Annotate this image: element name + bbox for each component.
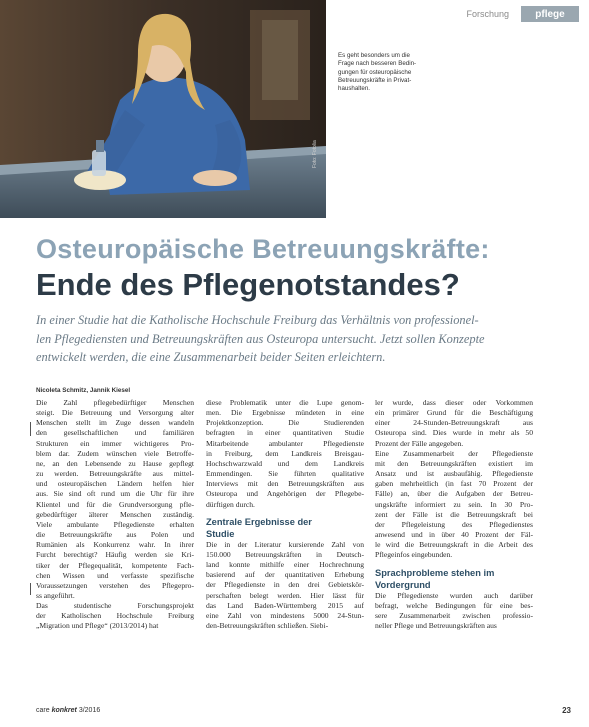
section-heading: Vordergrund [375,579,431,590]
article-photo [0,0,326,218]
caption-line: haushalten. [338,85,370,93]
text-line: mit den Betreuungskräften existiert im [375,458,533,468]
text-line: ein primärer Grund für die Beschäftigung [375,408,533,418]
text-line: steigt. Die Betreuung und Versorgung alter [36,408,194,418]
text-line: blem dar. Zudem wünschen viele Betroffe- [36,448,194,458]
text-line: gaben mehrheitlich (in fast 70 Prozent der [375,479,533,489]
text-line: ler wurde, dass dieser oder Vorkommen [375,398,533,407]
text-line: Die in der Literatur kursierende Zahl von [206,539,364,549]
text-line: diese Problematik unter die Lupe genom- [206,398,364,407]
text-line: in Freiburg, dem Landkreis Breisgau- [206,448,364,458]
text-line: Furcht berechtigt? Häufig werden sie Kri- [36,550,194,560]
photo-credit: Foto: Fotolia [312,140,318,168]
text-line: Ansatz und ist ausbaufähig. Pflegedienste [375,469,533,479]
article-title: Ende des Pflegenotstandes? [36,267,460,302]
margin-marker [30,422,31,436]
text-line: neller Pflege und Betreuungskräften aus [375,620,497,630]
magazine-name: care [36,707,50,714]
page-header [454,6,579,22]
text-line: anwesend und in über 40 Prozent der Fäl- [375,530,533,540]
caption-line: Frage nach besseren Bedin- [338,60,417,68]
text-line: chen Wissen und verfasste spezifische [36,570,194,580]
text-line: Die Pflegedienste wurden auch darüber [375,590,533,600]
text-line: basierend auf der quantitativen Erhebung [206,570,364,580]
text-column-2 [206,398,364,631]
text-line: ne, an den Lebensende zu Hause gepflegt [36,458,194,468]
text-line: Hochschwarzwald und dem Landkreis [206,458,364,468]
lead-line: len Pflegediensten und Betreuungskräften aus Osteuropa untersucht. Jetzt sollen Konzepte [36,331,485,346]
text-line: Strukturen ein immer wichtigeres Pro- [36,438,194,448]
text-line: befragt, welche Bedingungen für eine bes- [375,600,533,610]
section-badge: pflege [521,6,579,22]
text-line: der Pflegedienste in den drei Gebietskör- [206,580,364,590]
text-line: die Betreuungskräfte aus Polen und [36,530,194,540]
text-line: men. Die Ergebnisse mündeten in eine [206,408,364,418]
text-line: und osteuropäischen Ländern helfen hier [36,479,194,489]
section-heading: Zentrale Ergebnisse der [206,516,312,527]
issue-number: 3/2016 [78,707,101,714]
text-line: ss angeführt. [36,590,75,600]
caption-line: Es geht besonders um die [338,52,410,59]
article-lead [36,311,556,367]
text-line: den-Betreuungskräften schließen. Siebi- [206,620,329,630]
text-line: Fälle) an, über die Aufgaben der Betreu- [375,489,533,499]
caption-line: gungen für osteuropäische [338,68,412,76]
text-line: Interviews mit den Betreuungskräften aus [206,479,364,489]
text-line: Viele ambulante Pflegedienste erhalten [36,519,194,529]
text-line: tiker der Pflegequalität, kompetente Fach- [36,560,194,570]
text-line: zent der Fälle ist die Betreuungskraft bei [375,509,533,519]
margin-marker [30,583,31,595]
text-line: ungskräfte informiert zu sein. In 30 Pro- [375,499,533,509]
text-line: der Pflegeleistung des Pflegedienstes [375,519,533,529]
text-line: befragten in einer quantitativen Studie [206,428,364,438]
text-line: „Migration und Pflege“ (2013/2014) hat [36,621,159,631]
text-line: den gesellschaftlichen und familiären [36,428,194,438]
text-line: Osteuropa sind. Dies wurde in mehr als 50 [375,428,533,438]
text-line: sere Zusammenarbeit zwischen professio- [375,610,533,620]
text-line: eine Zahl von mindestens 5000 24-Stun- [206,610,364,620]
text-column-3 [375,398,533,631]
caption-line: Betreuungskräfte in Privat- [338,76,412,84]
text-line: Mitarbeitende ambulanter Pflegedienste [206,438,364,448]
text-line: Projektkonzeption. Die Studierenden [206,418,364,428]
magazine-name-bold: konkret [51,707,77,714]
text-line: perschaften belegt werden. Hier lässt für [206,590,364,600]
section-heading: Studie [206,528,235,539]
section-heading: Sprachprobleme stehen im [375,567,495,578]
text-line: aus. Sie sind oft rund um die Uhr für ihre [36,489,194,499]
text-line: land konnte mithilfe einer Hochrechnung [206,560,364,570]
text-line: einer 24-Stunden-Betreuungskraft aus [375,418,533,428]
text-line: Prozent der Fälle angegeben. [375,438,464,448]
text-line: Die Zahl pflegebedürftiger Menschen [36,398,194,407]
text-line: Voraussetzungen verstehen des Pflegepro- [36,580,194,590]
photo-illustration [0,0,326,218]
text-line: Das studentische Forschungsprojekt [36,601,194,611]
text-line: Eine Zusammenarbeit der Pflegedienste [375,448,533,458]
text-line: le wird die Betreuungskraft in die Arbeit des [375,540,533,550]
lead-line: entwickelt werden, die eine Zusammenarbeit beider Seiten erleichtern. [36,350,386,365]
article-kicker-title: Osteuropäische Betreuungskräfte: [36,234,490,264]
text-line: gebedürftiger älterer Menschen zuständig. [36,509,194,519]
text-line: 150.000 Betreuungskräften in Deutsch- [206,549,364,559]
text-column-1 [36,398,194,632]
text-line: Rumänien als Konkurrenz wahr. In ihrer [36,540,194,550]
section-label: Forschung [466,9,509,19]
footer-magazine [36,707,100,714]
article-authors: Nicoleta Schmitz, Jannik Kiesel [36,387,131,394]
text-line: Menschen stellt im Zuge dessen wandeln [36,418,194,428]
page-number: 23 [562,706,571,715]
text-line: Emmendingen. Sie führten qualitative [206,469,364,479]
lead-line: In einer Studie hat die Katholische Hochschule Freiburg das Verhältnis von professionel- [36,313,479,327]
text-line: Klientel und für die Grundversorgung pfle- [36,499,194,509]
photo-caption [338,52,456,93]
text-line: Pflegeinfos eingebunden. [375,550,453,560]
text-line: das Land Baden-Württemberg 2015 auf [206,600,364,610]
text-line: Osteuropa und Angehörigen der Pflegebe- [206,489,364,499]
text-line: dürftigen durch. [206,499,255,509]
text-line: der Katholischen Hochschule Freiburg [36,611,194,621]
text-line: zu werden. Betreuungskräfte aus mittel- [36,469,194,479]
